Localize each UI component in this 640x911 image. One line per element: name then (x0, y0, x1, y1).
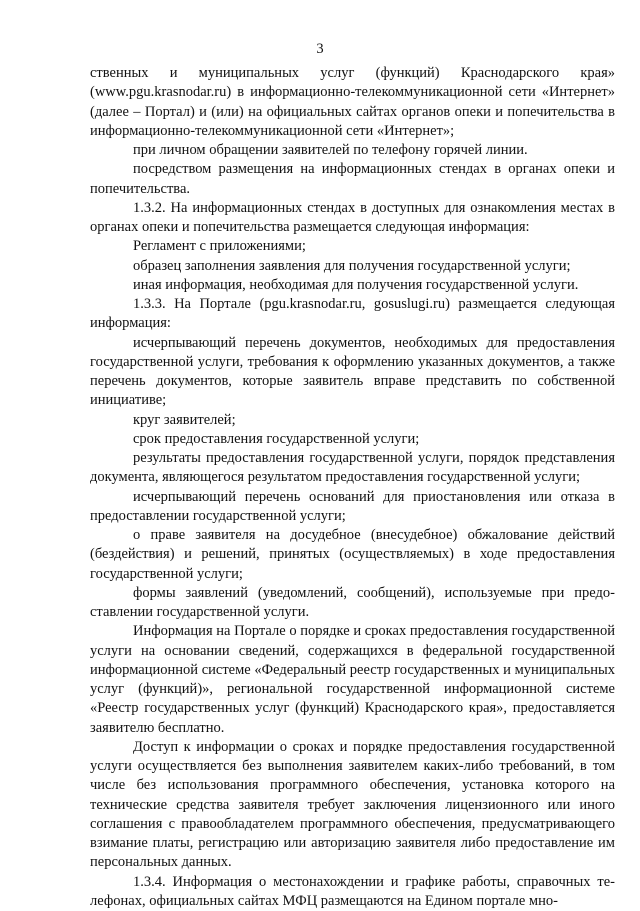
paragraph: 1.3.4. Информация о местонахождении и графике работы, справочных телефонах, официальных сайтах МФЦ размещаются на Едином портале мно- (90, 873, 615, 911)
paragraph: Регламент с приложениями; (90, 237, 615, 256)
paragraph: Информация на Портале о порядке и сроках предоставления государственной услуги на основании сведений, содержащихся в федеральной государственной информационной системе «Федеральный реестр государственных и муниципальных услуг (функций)», региональной государственной информационной системе «Реестр государственных услуг (функций) Краснодарского края», предоставляется заявителю бесплатно. (90, 622, 615, 738)
paragraph: исчерпывающий перечень оснований для приостановления или отказа в предоставлении государственной услуги; (90, 488, 615, 527)
paragraph: Доступ к информации о сроках и порядке предоставления государственной услуги осуществляется без выполнения заявителем каких-либо требований, в том числе без использования программного обеспечения, установка которого на технические средства заявителя требует заключения лицензионного или иного соглашения с правообладателем программного обеспечения, предусматривающего взимание платы, регистрацию или авторизацию заявителя либо предоставление им персональных данных. (90, 738, 615, 873)
document-body (90, 64, 615, 911)
paragraph: срок предоставления государственной услуги; (90, 430, 615, 449)
paragraph: ственных и муниципальных услуг (функций) Краснодарского края» (www.pgu.krasnodar.ru) в информационно-телекоммуникационной сети «Интернет» (далее – Портал) и (или) на официальных сайтах органов опеки и попечительства в информационно-телекоммуникационной сети «Интернет»; (90, 64, 615, 141)
page-number: 3 (0, 40, 640, 58)
paragraph: исчерпывающий перечень документов, необходимых для предоставления государственной услуги, требования к оформлению указанных документов, а также перечень документов, которые заявитель вправе представить по собственной инициативе; (90, 334, 615, 411)
paragraph: формы заявлений (уведомлений, сообщений), используемые при предоставлении государственной услуги. (90, 584, 615, 623)
paragraph: иная информация, необходимая для получения государственной услуги. (90, 276, 615, 295)
paragraph: образец заполнения заявления для получения государственной услуги; (90, 257, 615, 276)
paragraph: 1.3.3. На Портале (pgu.krasnodar.ru, gosuslugi.ru) размещается следующая информация: (90, 295, 615, 334)
paragraph: посредством размещения на информационных стендах в органах опеки и попечительства. (90, 160, 615, 199)
paragraph: результаты предоставления государственной услуги, порядок представления документа, являющегося результатом предоставления государственной услуги; (90, 449, 615, 488)
paragraph: 1.3.2. На информационных стендах в доступных для ознакомления местах в органах опеки и попечительства размещается следующая информация: (90, 199, 615, 238)
paragraph: о праве заявителя на досудебное (внесудебное) обжалование действий (бездействия) и решений, принятых (осуществляемых) в ходе предоставления государственной услуги; (90, 526, 615, 584)
paragraph: при личном обращении заявителей по телефону горячей линии. (90, 141, 615, 160)
paragraph: круг заявителей; (90, 411, 615, 430)
